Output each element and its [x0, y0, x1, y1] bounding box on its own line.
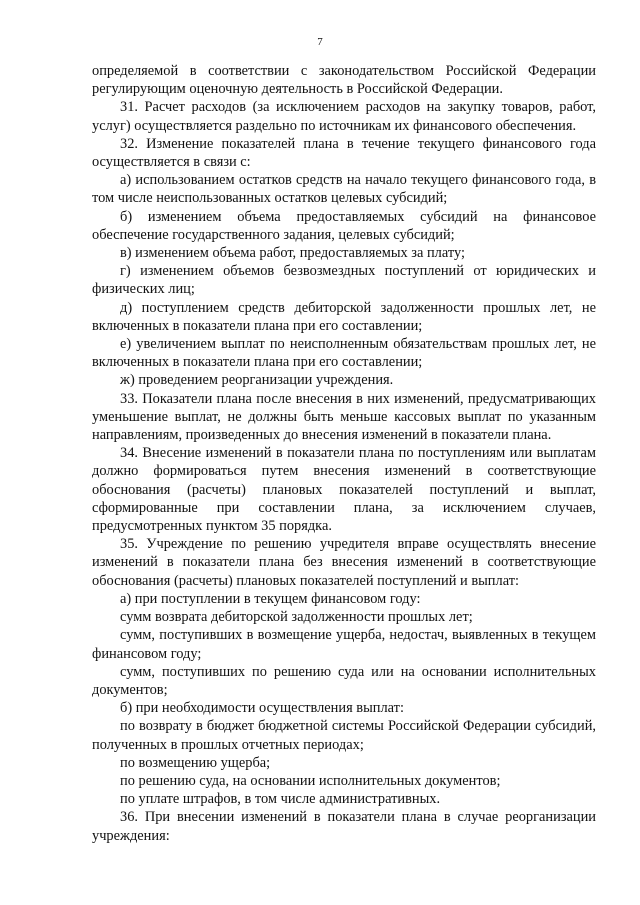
paragraph: 33. Показатели плана после внесения в них изменений, предусматривающих уменьшение выплат, не должны быть меньше кассовых выплат по указанным направлениям, произведенных до внесения изменений в показатели плана.: [92, 390, 596, 444]
paragraph: б) при необходимости осуществления выплат:: [120, 700, 404, 717]
paragraph: определяемой в соответствии с законодательством Российской Федерации регулирующим оценочную деятельность в Российской Федерации.: [92, 63, 596, 98]
paragraph: ж) проведением реорганизации учреждения.: [120, 372, 394, 389]
paragraph: г) изменением объемов безвозмездных поступлений от юридических и физических лиц;: [92, 263, 596, 298]
paragraph: сумм, поступивших по решению суда или на основании исполнительных документов;: [92, 663, 596, 698]
document-body: [92, 62, 596, 845]
paragraph: 31. Расчет расходов (за исключением расходов на закупку товаров, работ, услуг) осуществляется раздельно по источникам их финансового обеспечения.: [92, 99, 596, 134]
paragraph: по возврату в бюджет бюджетной системы Российской Федерации субсидий, полученных в прошлых отчетных периодах;: [92, 718, 596, 753]
paragraph: по возмещению ущерба;: [120, 754, 271, 771]
paragraph: 32. Изменение показателей плана в течение текущего финансового года осуществляется в связи с:: [92, 135, 596, 171]
paragraph: 34. Внесение изменений в показатели плана по поступлениям или выплатам должно формироваться путем внесения изменений в соответствующие обоснования (расчеты) плановых показателей поступлений и выплат, сформированные при составлении плана, за исключением случаев, предусмотренных пунктом 35 порядка.: [92, 445, 596, 535]
paragraph: сумм, поступивших в возмещение ущерба, недостач, выявленных в текущем финансовом году;: [92, 627, 596, 662]
paragraph: д) поступлением средств дебиторской задолженности прошлых лет, не включенных в показатели плана при его составлении;: [92, 299, 596, 334]
paragraph: б) изменением объема предоставляемых субсидий на финансовое обеспечение государственного задания, целевых субсидий;: [92, 208, 596, 243]
paragraph: по решению суда, на основании исполнительных документов;: [120, 772, 501, 789]
paragraph: по уплате штрафов, в том числе административных.: [120, 791, 441, 808]
paragraph: а) использованием остатков средств на начало текущего финансового года, в том числе неиспользованных остатков целевых субсидий;: [92, 172, 596, 207]
paragraph: в) изменением объема работ, предоставляемых за плату;: [120, 245, 465, 262]
paragraph: е) увеличением выплат по неисполненным обязательствам прошлых лет, не включенных в показатели плана при его составлении;: [92, 336, 596, 371]
paragraph: сумм возврата дебиторской задолженности прошлых лет;: [120, 609, 473, 626]
paragraph: 36. При внесении изменений в показатели плана в случае реорганизации учреждения:: [92, 809, 596, 844]
paragraph: а) при поступлении в текущем финансовом году:: [120, 590, 421, 607]
page-number: 7: [317, 36, 323, 48]
paragraph: 35. Учреждение по решению учредителя вправе осуществлять внесение изменений в показатели плана без внесения изменений в соответствующие обоснования (расчеты) плановых показателей поступлений и выплат:: [92, 536, 596, 589]
